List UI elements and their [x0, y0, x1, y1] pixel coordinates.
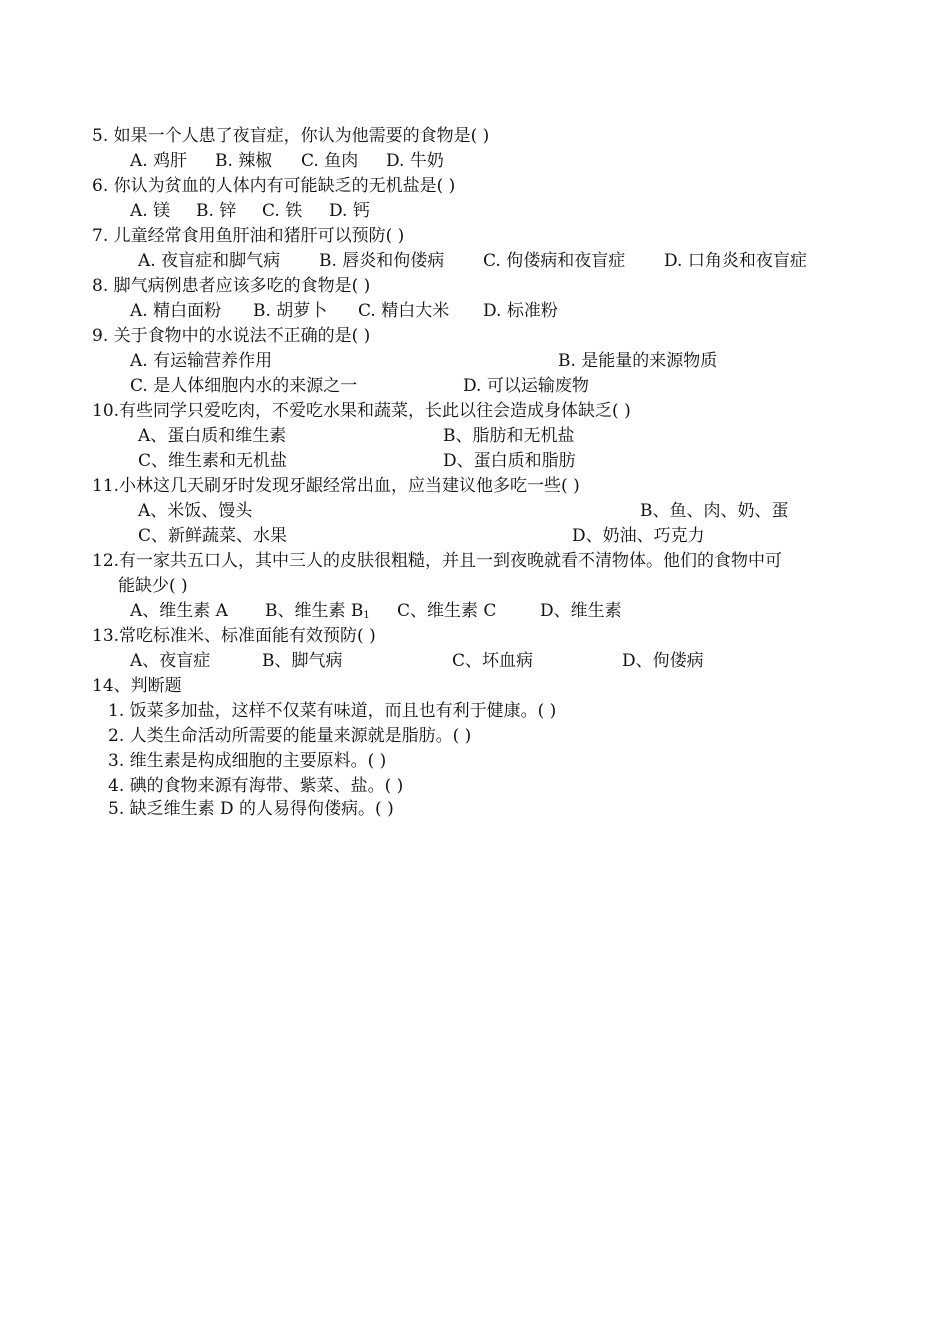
- question-12-stem-line-2: 能缺少( ): [118, 576, 188, 596]
- question-13-option-c: C、坏血病: [452, 651, 534, 671]
- question-6-option-c: C. 铁: [262, 201, 303, 221]
- judgement-item-5: 5. 缺乏维生素 D 的人易得佝偻病。( ): [108, 799, 394, 819]
- question-6-option-a: A. 镁: [130, 201, 171, 221]
- judgement-item-3: 3. 维生素是构成细胞的主要原料。( ): [108, 751, 387, 771]
- question-5-option-a: A. 鸡肝: [130, 151, 188, 171]
- question-7-option-a: A. 夜盲症和脚气病: [138, 251, 281, 271]
- question-12-option-c: C、维生素 C: [397, 601, 497, 621]
- judgement-item-2: 2. 人类生命活动所需要的能量来源就是脂肪。( ): [108, 726, 472, 746]
- judgement-item-4: 4. 碘的食物来源有海带、紫菜、盐。( ): [108, 776, 404, 796]
- question-10-stem: 10.有些同学只爱吃肉，不爱吃水果和蔬菜，长此以往会造成身体缺乏( ): [92, 401, 631, 421]
- question-9-option-d: D. 可以运输废物: [463, 376, 589, 396]
- question-5-stem: 5. 如果一个人患了夜盲症，你认为他需要的食物是( ): [92, 126, 490, 146]
- question-12-option-b: [265, 599, 370, 623]
- question-5-option-d: D. 牛奶: [386, 151, 444, 171]
- judgement-item-1: 1. 饭菜多加盐，这样不仅菜有味道，而且也有利于健康。( ): [108, 701, 557, 721]
- question-12-option-b-text: B、维生素 B: [265, 601, 364, 621]
- question-11-option-a: A、米饭、馒头: [138, 501, 253, 521]
- question-6-option-b: B. 锌: [196, 201, 237, 221]
- question-13-stem: 13.常吃标准米、标准面能有效预防( ): [92, 626, 376, 646]
- question-9-option-b: B. 是能量的来源物质: [558, 351, 718, 371]
- question-8-option-d: D. 标准粉: [483, 301, 558, 321]
- question-7-option-d: D. 口角炎和夜盲症: [664, 251, 807, 271]
- question-7-stem: 7. 儿童经常食用鱼肝油和猪肝可以预防( ): [92, 226, 405, 246]
- question-13-option-b: B、脚气病: [262, 651, 343, 671]
- question-5-option-b: B. 辣椒: [215, 151, 273, 171]
- question-11-stem: 11.小林这几天刷牙时发现牙龈经常出血，应当建议他多吃一些( ): [92, 476, 580, 496]
- question-14-title: 14、判断题: [92, 676, 182, 696]
- question-8-option-c: C. 精白大米: [358, 301, 450, 321]
- question-11-option-c: C、新鲜蔬菜、水果: [138, 526, 288, 546]
- question-10-option-b: B、脂肪和无机盐: [443, 426, 575, 446]
- question-8-stem: 8. 脚气病例患者应该多吃的食物是( ): [92, 276, 371, 296]
- question-10-option-a: A、蛋白质和维生素: [138, 426, 287, 446]
- question-12-option-b-subscript: 1: [363, 610, 370, 621]
- question-10-option-c: C、维生素和无机盐: [138, 451, 288, 471]
- question-12-stem-line-1: 12.有一家共五口人，其中三人的皮肤很粗糙，并且一到夜晚就看不清物体。他们的食物中可: [92, 551, 783, 571]
- question-10-option-d: D、蛋白质和脂肪: [443, 451, 576, 471]
- question-13-option-d: D、佝偻病: [622, 651, 704, 671]
- question-12-option-d: D、维生素: [540, 601, 622, 621]
- question-7-option-b: B. 唇炎和佝偻病: [319, 251, 445, 271]
- question-6-stem: 6. 你认为贫血的人体内有可能缺乏的无机盐是( ): [92, 176, 456, 196]
- question-13-option-a: A、夜盲症: [130, 651, 211, 671]
- question-8-option-b: B. 胡萝卜: [253, 301, 328, 321]
- question-6-option-d: D. 钙: [329, 201, 370, 221]
- question-5-option-c: C. 鱼肉: [301, 151, 359, 171]
- question-12-option-a: A、维生素 A: [130, 601, 228, 621]
- question-11-option-b: B、鱼、肉、奶、蛋: [640, 501, 789, 521]
- question-9-option-a: A. 有运输营养作用: [130, 351, 273, 371]
- question-9-option-c: C. 是人体细胞内水的来源之一: [130, 376, 358, 396]
- question-8-option-a: A. 精白面粉: [130, 301, 222, 321]
- question-7-option-c: C. 佝偻病和夜盲症: [483, 251, 626, 271]
- question-11-option-d: D、奶油、巧克力: [572, 526, 705, 546]
- question-9-stem: 9. 关于食物中的水说法不正确的是( ): [92, 326, 371, 346]
